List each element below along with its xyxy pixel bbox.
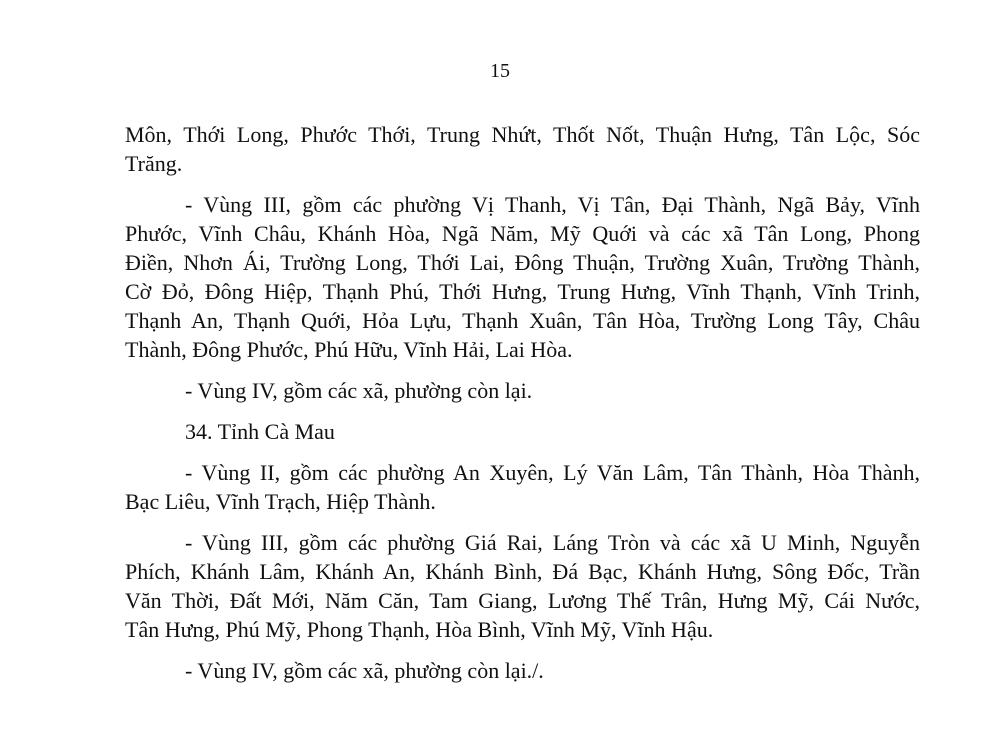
paragraph (125, 376, 920, 405)
text-line: Phước, Vĩnh Châu, Khánh Hòa, Ngã Năm, Mỹ Quới và các xã Tân Long, Phong (125, 221, 920, 246)
text-line: Điền, Nhơn Ái, Trường Long, Thới Lai, Đông Thuận, Trường Xuân, Trường Thành, (125, 250, 920, 275)
text-line: - Vùng III, gồm các phường Giá Rai, Láng Tròn và các xã U Minh, Nguyễn (185, 530, 920, 555)
text-line: Thạnh An, Thạnh Quới, Hỏa Lựu, Thạnh Xuân, Tân Hòa, Trường Long Tây, Châu (125, 308, 920, 333)
text-line: Phích, Khánh Lâm, Khánh An, Khánh Bình, Đá Bạc, Khánh Hưng, Sông Đốc, Trần (125, 559, 920, 584)
text-line: - Vùng IV, gồm các xã, phường còn lại./. (185, 658, 544, 683)
text-line: Bạc Liêu, Vĩnh Trạch, Hiệp Thành. (125, 489, 436, 514)
text-line: Tân Hưng, Phú Mỹ, Phong Thạnh, Hòa Bình, Vĩnh Mỹ, Vĩnh Hậu. (125, 617, 714, 642)
paragraph (125, 656, 920, 685)
paragraph (125, 120, 920, 178)
text-line: - Vùng II, gồm các phường An Xuyên, Lý Văn Lâm, Tân Thành, Hòa Thành, (185, 460, 920, 485)
paragraph (125, 417, 920, 446)
paragraph (125, 190, 920, 364)
text-line: Cờ Đỏ, Đông Hiệp, Thạnh Phú, Thới Hưng, Trung Hưng, Vĩnh Thạnh, Vĩnh Trinh, (125, 279, 920, 304)
text-line: - Vùng III, gồm các phường Vị Thanh, Vị Tân, Đại Thành, Ngã Bảy, Vĩnh (185, 192, 920, 217)
text-line: Môn, Thới Long, Phước Thới, Trung Nhứt, Thốt Nốt, Thuận Hưng, Tân Lộc, Sóc (125, 122, 920, 147)
paragraph (125, 528, 920, 644)
paragraph (125, 458, 920, 516)
page-number: 15 (490, 60, 510, 82)
text-line: Văn Thời, Đất Mới, Năm Căn, Tam Giang, Lương Thế Trân, Hưng Mỹ, Cái Nước, (125, 588, 920, 613)
document-body (125, 120, 920, 697)
text-line: - Vùng IV, gồm các xã, phường còn lại. (185, 378, 533, 403)
text-line: 34. Tỉnh Cà Mau (185, 419, 335, 444)
text-line: Trăng. (125, 151, 183, 176)
text-line: Thành, Đông Phước, Phú Hữu, Vĩnh Hải, Lai Hòa. (125, 337, 573, 362)
